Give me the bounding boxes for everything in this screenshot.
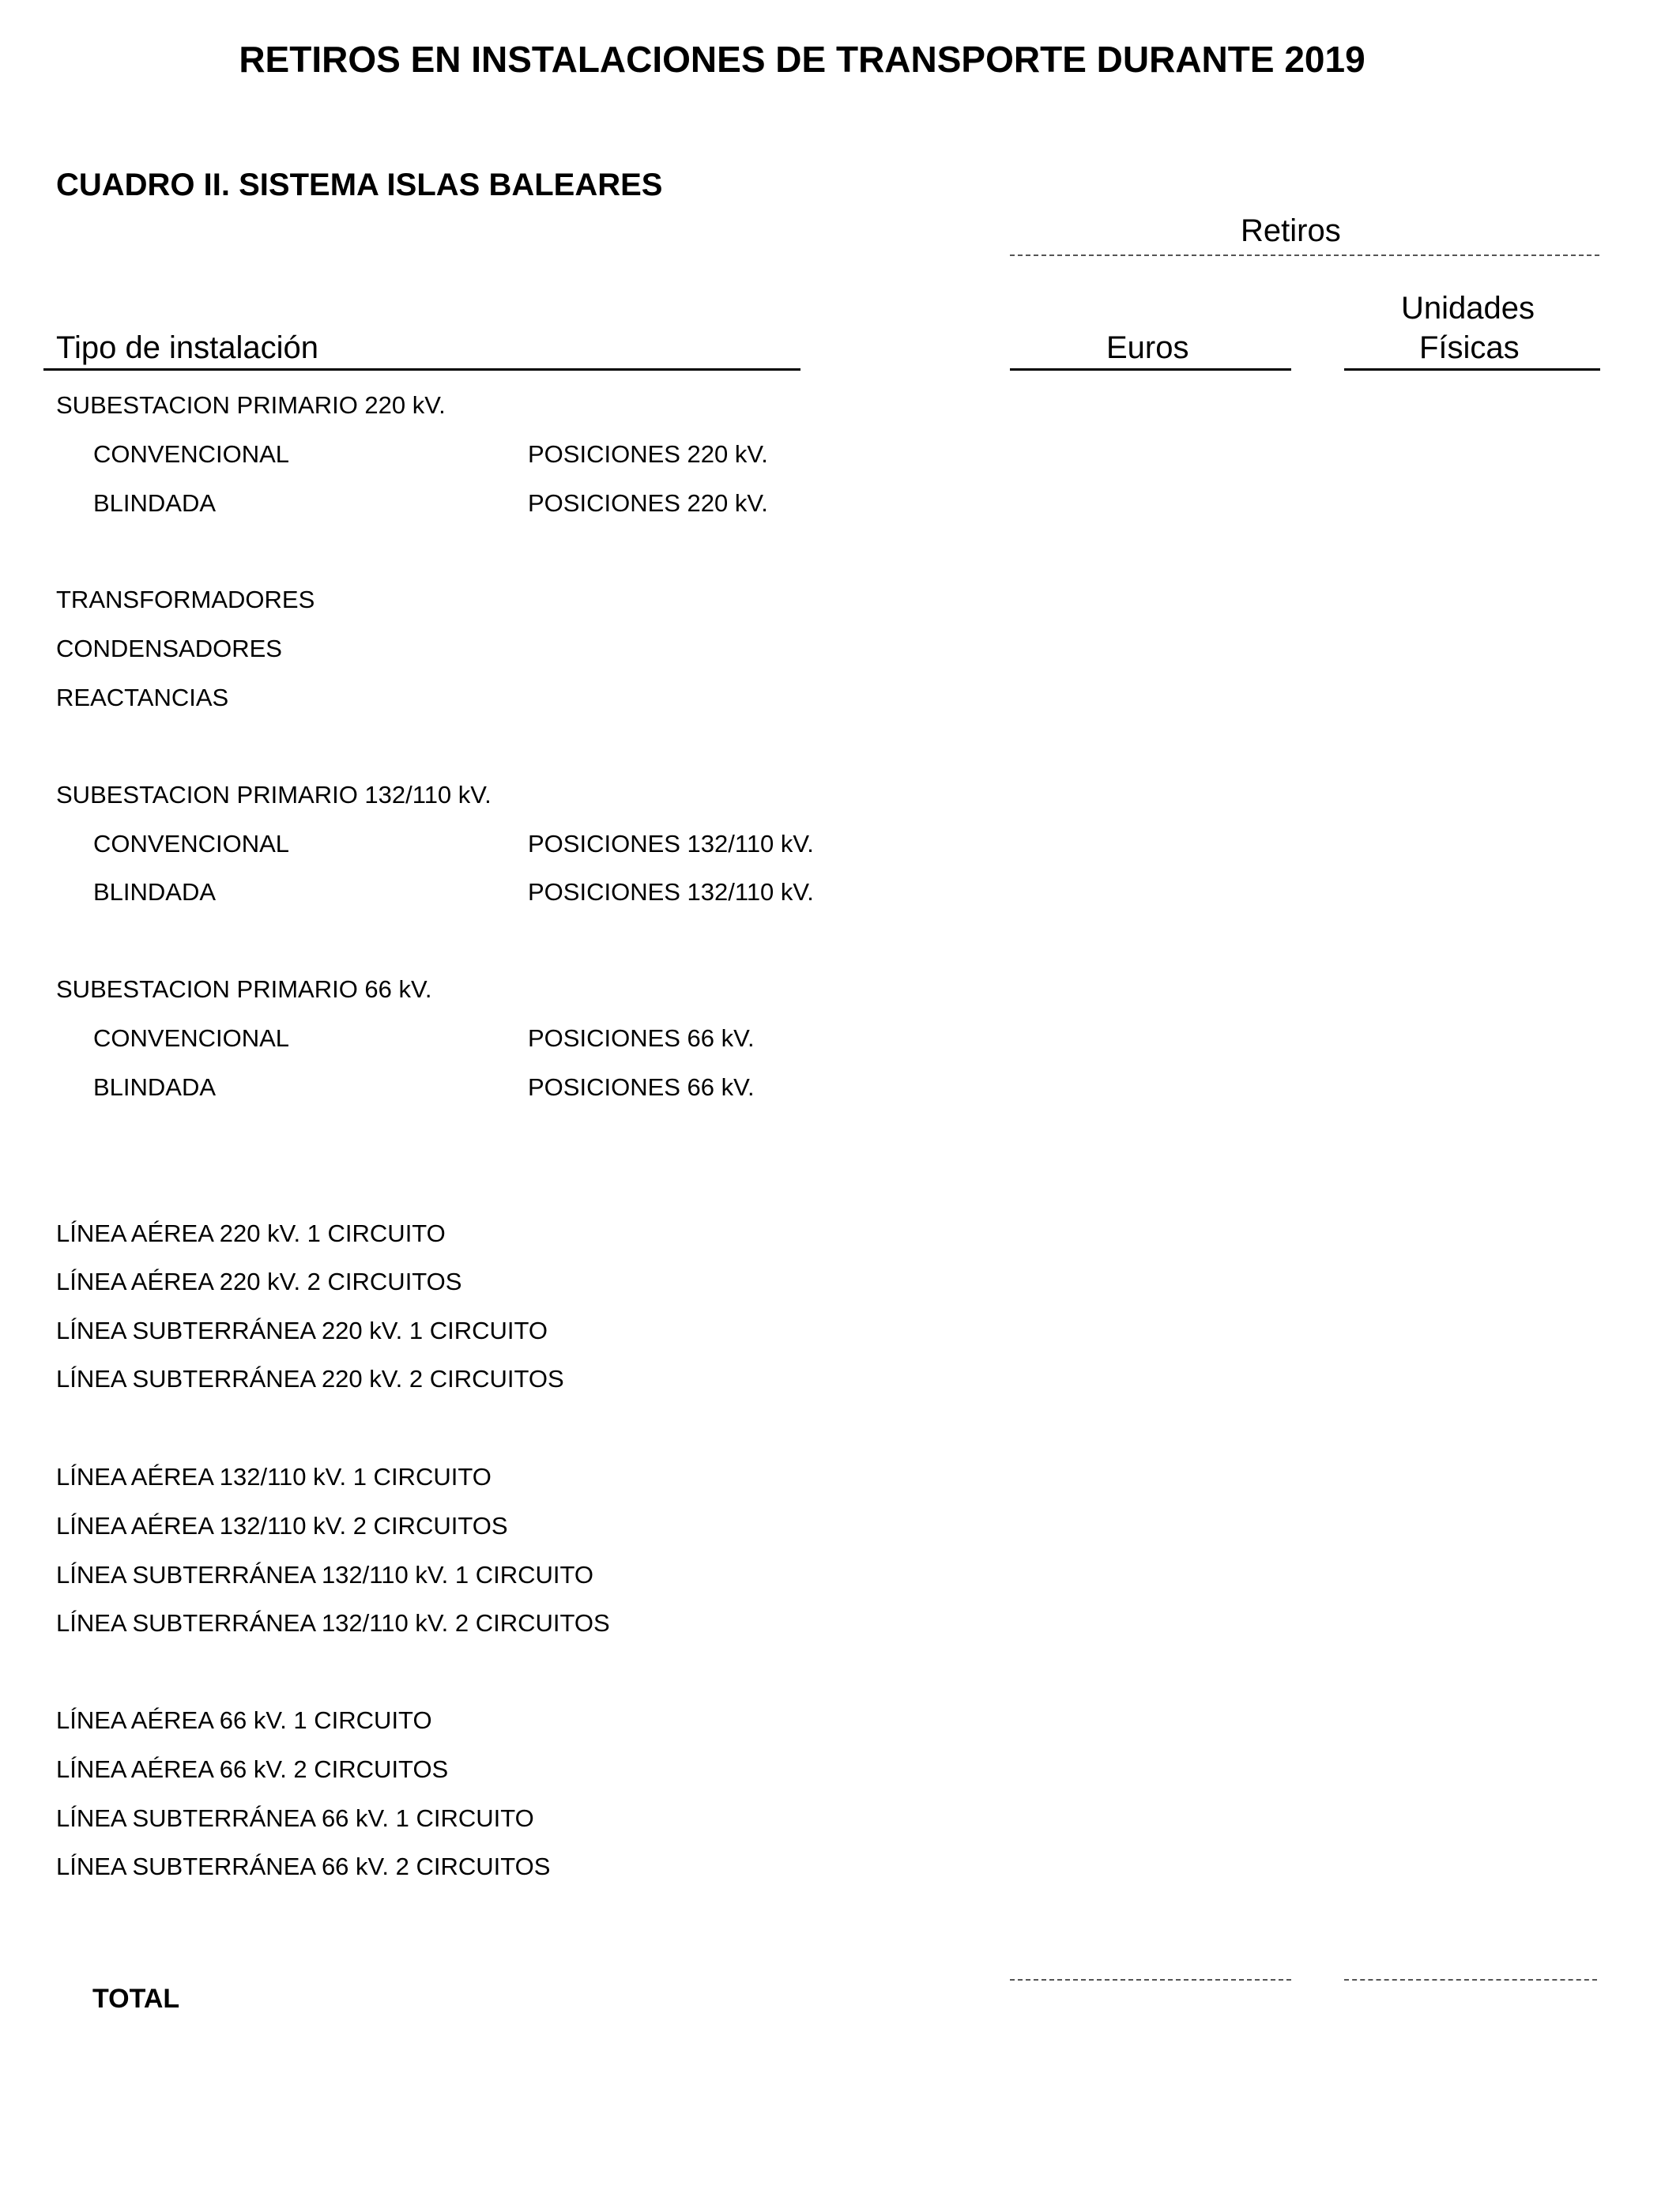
list-item: LÍNEA SUBTERRÁNEA 66 kV. 2 CIRCUITOS [56,1853,551,1880]
list-item-detail: POSICIONES 220 kV. [528,489,768,517]
retiros-dashed-rule [1010,254,1599,256]
list-item-detail: POSICIONES 132/110 kV. [528,830,814,858]
unidades-header-line2: Físicas [1419,330,1520,365]
unidades-header-rule [1344,368,1600,371]
euros-header-rule [1010,368,1291,371]
retiros-header: Retiros [1241,213,1341,248]
list-item: LÍNEA AÉREA 66 kV. 1 CIRCUITO [56,1706,432,1734]
page-title: RETIROS EN INSTALACIONES DE TRANSPORTE DURANTE 2019 [239,39,1365,80]
list-item: BLINDADA [93,1073,217,1101]
tipo-header: Tipo de instalación [56,330,319,365]
list-item: LÍNEA AÉREA 132/110 kV. 1 CIRCUITO [56,1463,492,1491]
list-item: TRANSFORMADORES [56,586,315,613]
list-item: LÍNEA AÉREA 220 kV. 2 CIRCUITOS [56,1268,462,1295]
list-item-detail: POSICIONES 220 kV. [528,440,768,468]
list-item: SUBESTACION PRIMARIO 220 kV. [56,391,446,419]
list-item-detail: POSICIONES 66 kV. [528,1024,755,1052]
list-item: SUBESTACION PRIMARIO 132/110 kV. [56,781,492,809]
list-item: CONDENSADORES [56,635,282,662]
list-item: LÍNEA SUBTERRÁNEA 220 kV. 1 CIRCUITO [56,1317,548,1344]
list-item: BLINDADA [93,878,217,906]
euros-total-dashed-rule [1010,1979,1291,1981]
list-item: LÍNEA AÉREA 220 kV. 1 CIRCUITO [56,1220,446,1247]
list-item: SUBESTACION PRIMARIO 66 kV. [56,975,432,1003]
list-item: CONVENCIONAL [93,830,290,858]
list-item: LÍNEA SUBTERRÁNEA 132/110 kV. 1 CIRCUITO [56,1561,593,1589]
list-item: LÍNEA SUBTERRÁNEA 66 kV. 1 CIRCUITO [56,1804,534,1832]
list-item: CONVENCIONAL [93,1024,290,1052]
list-item: LÍNEA AÉREA 132/110 kV. 2 CIRCUITOS [56,1512,508,1540]
list-item: REACTANCIAS [56,684,229,711]
table-subtitle: CUADRO II. SISTEMA ISLAS BALEARES [56,168,663,202]
tipo-header-rule [43,368,800,371]
list-item-detail: POSICIONES 66 kV. [528,1073,755,1101]
list-item: LÍNEA SUBTERRÁNEA 132/110 kV. 2 CIRCUITOS [56,1609,610,1637]
list-item-detail: POSICIONES 132/110 kV. [528,878,814,906]
unidades-header-line1: Unidades [1401,291,1535,326]
unidades-total-dashed-rule [1344,1979,1597,1981]
list-item: LÍNEA AÉREA 66 kV. 2 CIRCUITOS [56,1755,449,1783]
total-label: TOTAL [92,1984,180,2014]
list-item: LÍNEA SUBTERRÁNEA 220 kV. 2 CIRCUITOS [56,1365,564,1393]
euros-header: Euros [1106,330,1189,365]
list-item: BLINDADA [93,489,217,517]
list-item: CONVENCIONAL [93,440,290,468]
